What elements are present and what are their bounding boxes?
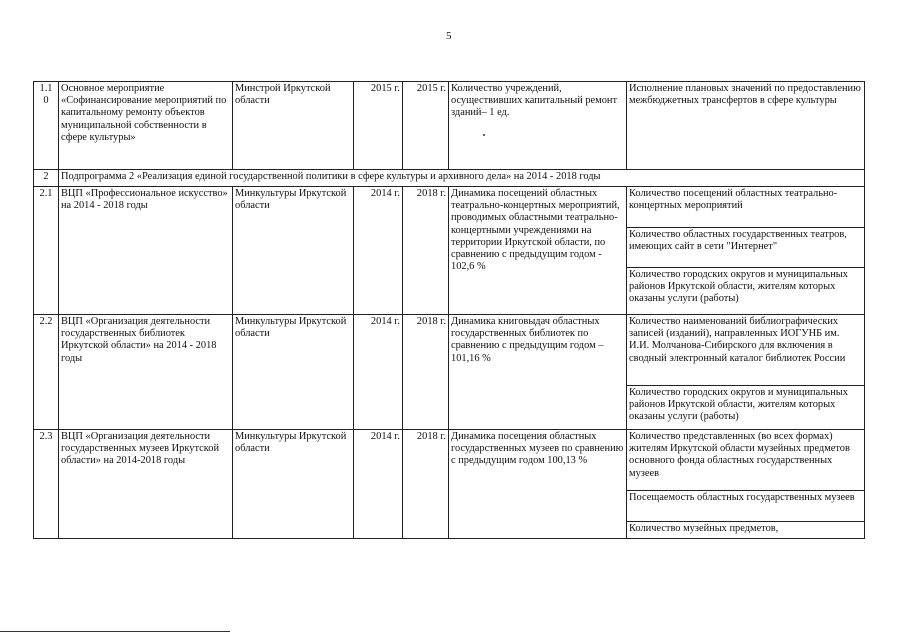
table-row bbox=[34, 315, 865, 386]
scan-speck bbox=[483, 134, 485, 136]
indicator: Количество представленных (во всех формах) жителям Иркутской области музейных предметов основного фонда областных государственных музеев bbox=[627, 430, 865, 491]
indicator: Количество наименований библиографических записей (изданий), направленных ИОГУНБ им. И.И. Молчанова-Сибирского для включения в сводный электронный каталог библиотек России bbox=[627, 315, 865, 386]
end-year: 2018 г. bbox=[403, 315, 449, 430]
row-number: 2.1 bbox=[34, 187, 59, 315]
program-table bbox=[33, 81, 865, 539]
indicator: Исполнение плановых значений по предоставлению межбюджетных трансфертов в сфере культуры bbox=[627, 82, 865, 170]
start-year: 2015 г. bbox=[354, 82, 403, 170]
indicator: Количество городских округов и муниципальных районов Иркутской области, жителям которых оказаны услуги (работы) bbox=[627, 268, 865, 315]
table-row bbox=[34, 170, 865, 187]
expected-result: Динамика книговыдач областных государственных библиотек по сравнению с предыдущим годом – 101,16 % bbox=[449, 315, 627, 430]
row-number: 2.3 bbox=[34, 430, 59, 539]
expected-result: Динамика посещения областных государственных музеев по сравнению с предыдущим годом 100,13 % bbox=[449, 430, 627, 539]
end-year: 2015 г. bbox=[403, 82, 449, 170]
executor: Минкультуры Иркутской области bbox=[233, 187, 354, 315]
start-year: 2014 г. bbox=[354, 315, 403, 430]
end-year: 2018 г. bbox=[403, 187, 449, 315]
row-number: 2 bbox=[34, 170, 59, 187]
indicator: Количество городских округов и муниципальных районов Иркутской области, жителям которых оказаны услуги (работы) bbox=[627, 386, 865, 430]
start-year: 2014 г. bbox=[354, 187, 403, 315]
indicator: Количество посещений областных театрально-концертных мероприятий bbox=[627, 187, 865, 228]
event-name: Основное мероприятие «Софинансирование мероприятий по капитальному ремонту объектов муниципальной собственности в сфере культуры» bbox=[59, 82, 233, 170]
row-number: 2.2 bbox=[34, 315, 59, 430]
indicator: Количество музейных предметов, bbox=[627, 522, 865, 539]
expected-result: Количество учреждений, осуществивших капитальный ремонт зданий– 1 ед. bbox=[449, 82, 627, 170]
scan-edge-line bbox=[0, 631, 230, 632]
executor: Минстрой Иркутской области bbox=[233, 82, 354, 170]
event-name: ВЦП «Организация деятельности государственных библиотек Иркутской области» на 2014 - 2018 годы bbox=[59, 315, 233, 430]
subprogram-title: Подпрограмма 2 «Реализация единой государственной политики в сфере культуры и архивного дела» на 2014 - 2018 годы bbox=[59, 170, 865, 187]
executor: Минкультуры Иркутской области bbox=[233, 430, 354, 539]
event-name: ВЦП «Организация деятельности государственных музеев Иркутской области» на 2014-2018 годы bbox=[59, 430, 233, 539]
table-row bbox=[34, 187, 865, 228]
expected-result: Динамика посещений областных театрально-концертных мероприятий, проводимых областными театрально-концертными учреждениями на территории Иркутской области, по сравнению с предыдущим годом - 102,6 % bbox=[449, 187, 627, 315]
indicator: Посещаемость областных государственных музеев bbox=[627, 491, 865, 522]
page-number: 5 bbox=[446, 30, 452, 42]
table-row bbox=[34, 430, 865, 491]
indicator: Количество областных государственных театров, имеющих сайт в сети "Интернет" bbox=[627, 228, 865, 268]
executor: Минкультуры Иркутской области bbox=[233, 315, 354, 430]
table-row bbox=[34, 82, 865, 170]
row-number: 1.1 0 bbox=[34, 82, 59, 170]
event-name: ВЦП «Профессиональное искусство» на 2014 - 2018 годы bbox=[59, 187, 233, 315]
end-year: 2018 г. bbox=[403, 430, 449, 539]
start-year: 2014 г. bbox=[354, 430, 403, 539]
